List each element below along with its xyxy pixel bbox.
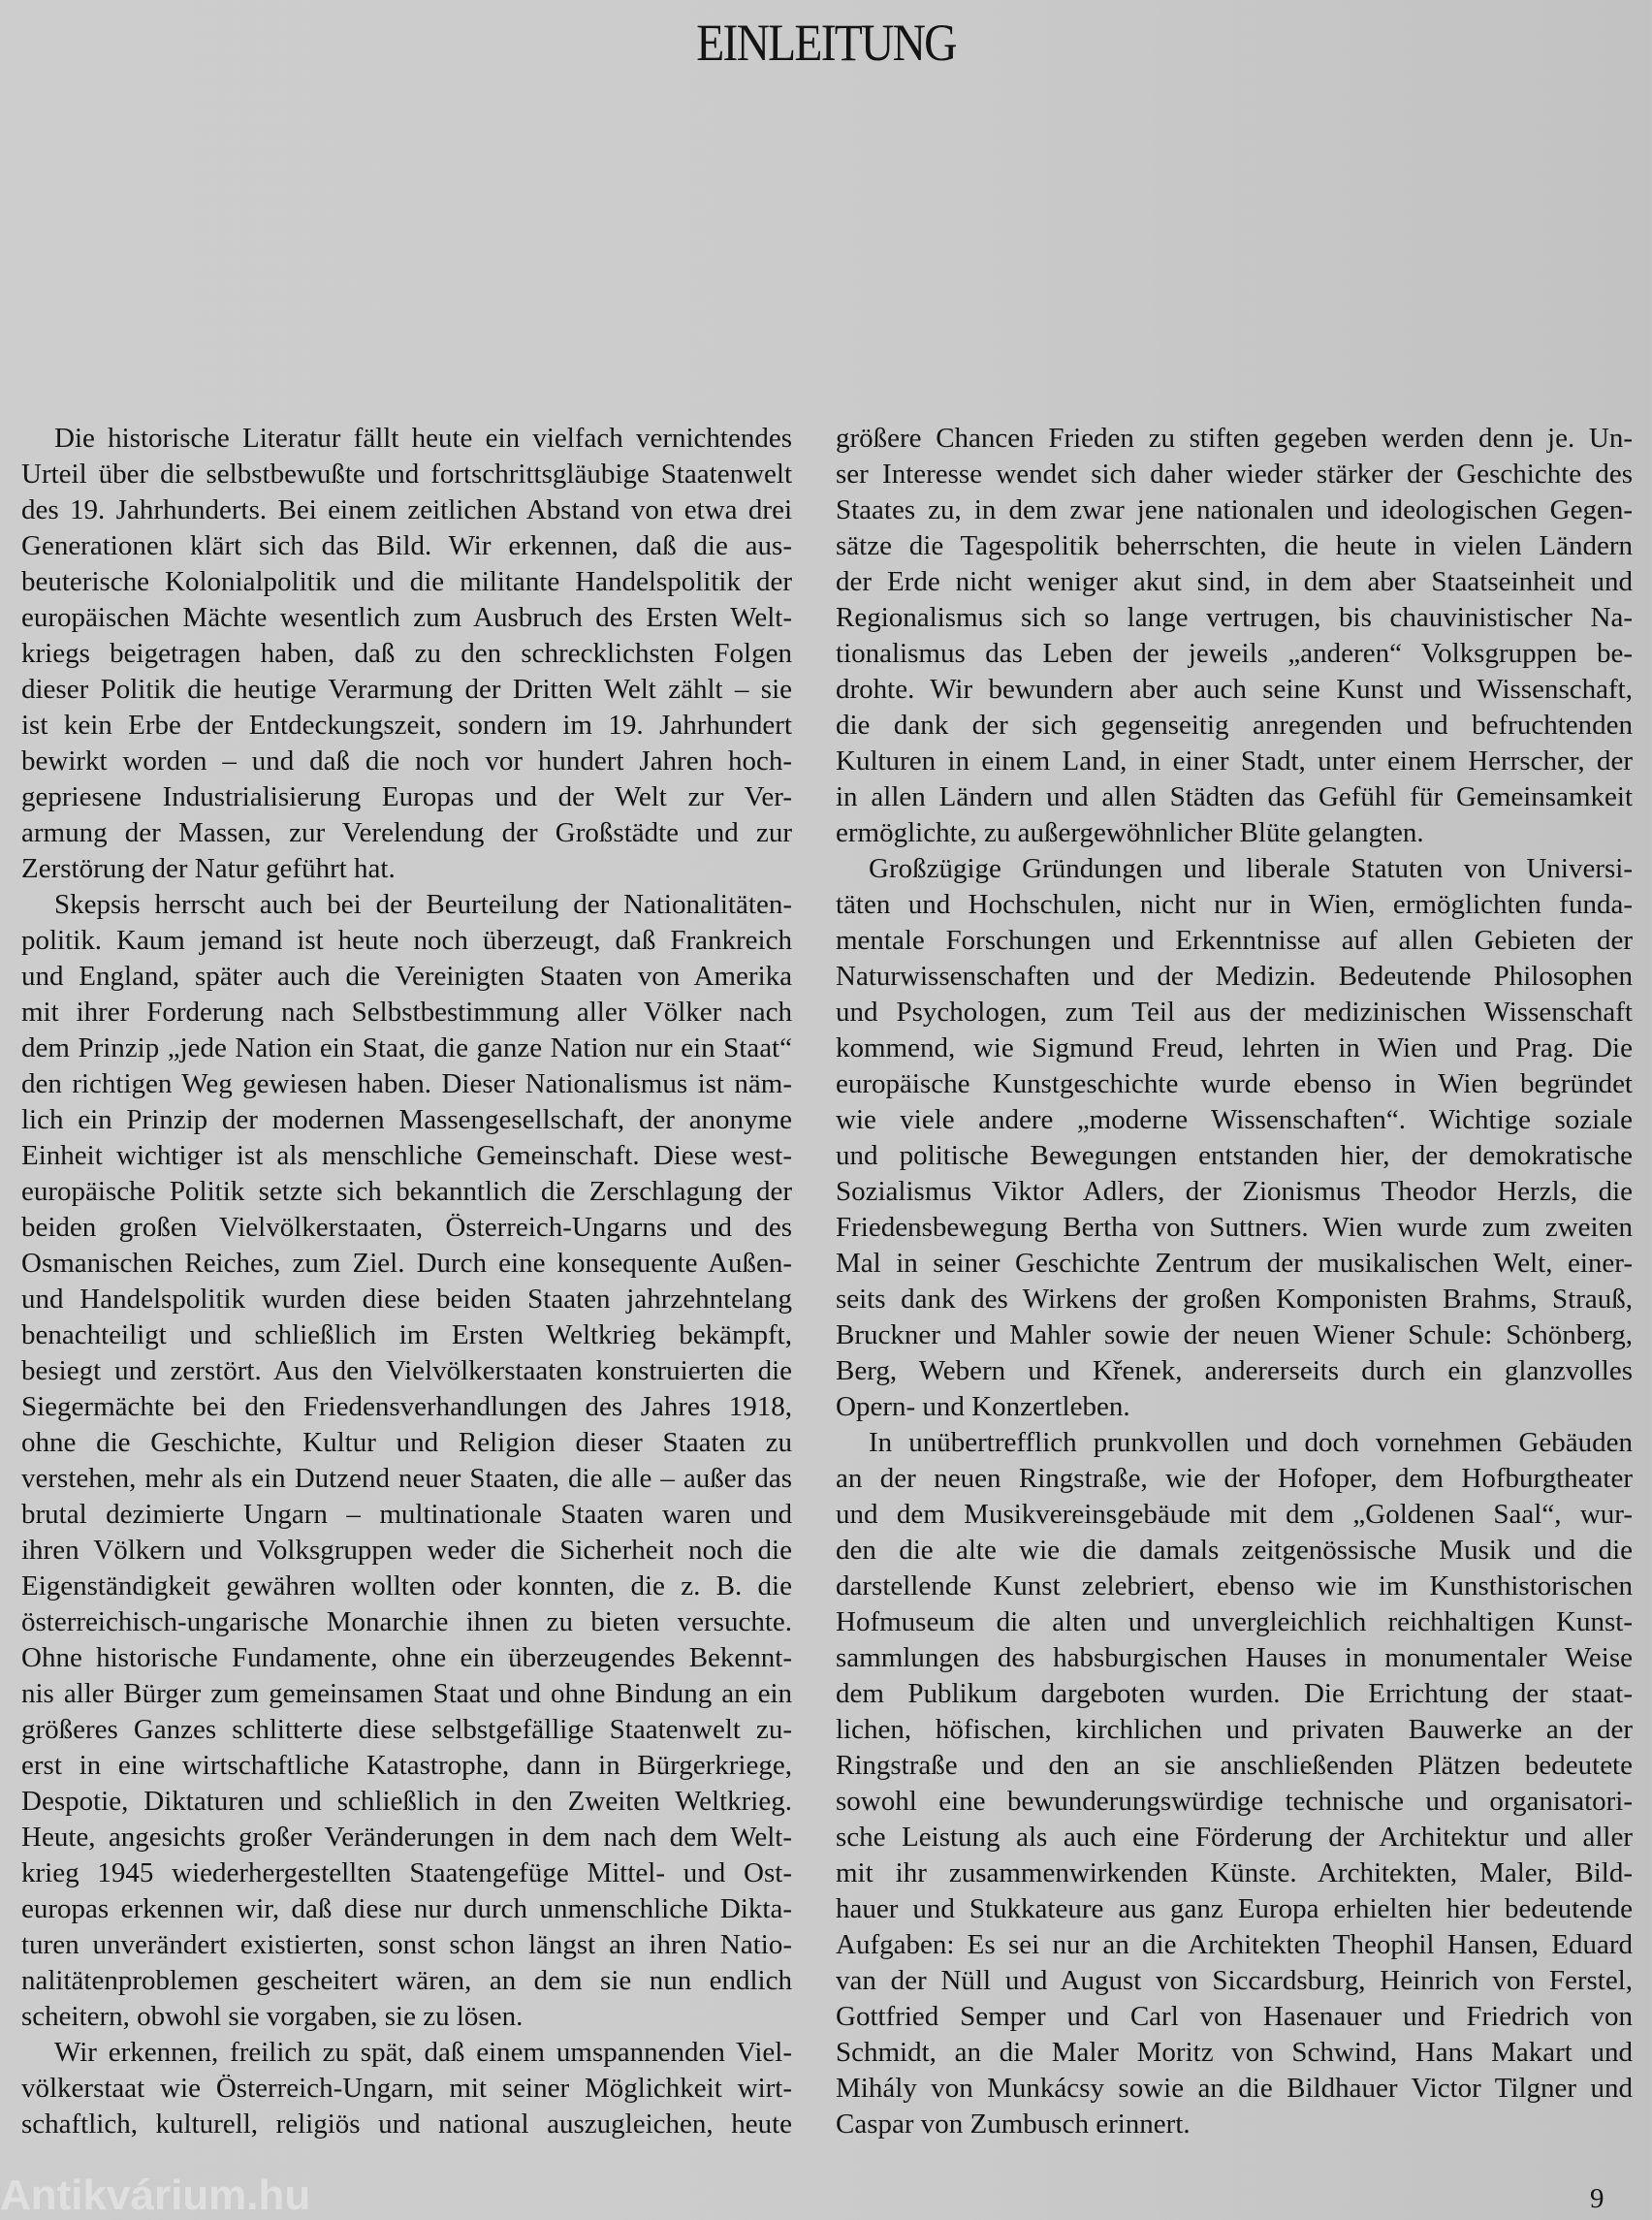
text-line: lichen, höfischen, kirchlichen und privaten Bauwerke an der <box>836 1714 1633 1745</box>
page-title: EINLEITUNG <box>696 14 956 72</box>
text-line: tionalismus das Leben der jeweils „anderen“ Volksgruppen be- <box>836 638 1633 669</box>
text-line: Eigenständigkeit gewähren wollten oder konnten, die z. B. die <box>21 1570 792 1602</box>
text-line: schaftlich, kulturell, religiös und national auszugleichen, heute <box>21 2109 792 2140</box>
text-line: Schmidt, an die Maler Moritz von Schwind, Hans Makart und <box>836 2037 1633 2068</box>
text-line: ohne die Geschichte, Kultur und Religion dieser Staaten zu <box>21 1427 792 1458</box>
text-line: Zerstörung der Natur geführt hat. <box>21 853 396 884</box>
text-line: hauer und Stukkateure aus ganz Europa erhielten hier bedeutende <box>836 1893 1633 1924</box>
text-line: sowohl eine bewunderungswürdige technische und organisatori- <box>836 1786 1633 1817</box>
text-line: Wir erkennen, freilich zu spät, daß einem umspannenden Viel- <box>54 2037 792 2068</box>
text-line: Berg, Webern und Křenek, andererseits durch ein glanzvolles <box>836 1355 1633 1386</box>
text-line: turen unverändert existierten, sonst schon längst an ihren Natio- <box>21 1929 792 1960</box>
text-line: Hofmuseum die alten und unvergleichlich reichhaltigen Kunst- <box>836 1606 1633 1637</box>
text-line: dieser Politik die heutige Verarmung der Dritten Welt zählt – sie <box>21 674 792 705</box>
text-line: sätze die Tagespolitik beherrschten, die heute in vielen Ländern <box>836 530 1633 561</box>
text-line: armung der Massen, zur Verelendung der Großstädte und zur <box>21 817 792 848</box>
text-line: Urteil über die selbstbewußte und fortschrittsgläubige Staatenwelt <box>21 459 792 490</box>
text-line: In unübertrefflich prunkvollen und doch vornehmen Gebäuden <box>869 1427 1633 1458</box>
text-line: Ohne historische Fundamente, ohne ein überzeugendes Bekennt- <box>21 1642 792 1673</box>
text-line: ihren Völkern und Volksgruppen weder die Sicherheit noch die <box>21 1535 792 1566</box>
watermark: Antikvárium.hu <box>0 2172 311 2219</box>
text-line: lich ein Prinzip der modernen Massengesellschaft, der anonyme <box>21 1104 792 1135</box>
text-line: sche Leistung als auch eine Förderung der Architektur und aller <box>836 1822 1633 1853</box>
text-line: Despotie, Diktaturen und schließlich in den Zweiten Weltkrieg. <box>21 1786 792 1817</box>
text-line: brutal dezimierte Ungarn – multinationale Staaten waren und <box>21 1499 792 1530</box>
text-line: Skepsis herrscht auch bei der Beurteilung der Nationalitäten- <box>54 889 792 920</box>
text-line: bewirkt worden – und daß die noch vor hundert Jahren hoch- <box>21 745 792 777</box>
text-line: Opern- und Konzertleben. <box>836 1391 1130 1422</box>
text-line: Regionalismus sich so lange vertrugen, bis chauvinistischer Na- <box>836 602 1633 633</box>
text-line: europäischen Mächte wesentlich zum Ausbruch des Ersten Welt- <box>21 602 792 633</box>
text-line: nis aller Bürger zum gemeinsamen Staat und ohne Bindung an ein <box>21 1678 792 1709</box>
text-line: und England, später auch die Vereinigten Staaten von Amerika <box>21 961 792 992</box>
text-line: an der neuen Ringstraße, wie der Hofoper, dem Hofburgtheater <box>836 1463 1633 1494</box>
text-line: ermöglichte, zu außergewöhnlicher Blüte gelangten. <box>836 817 1424 848</box>
text-line: größeres Ganzes schlitterte diese selbstgefällige Staatenwelt zu- <box>21 1714 792 1745</box>
text-line: Siegermächte bei den Friedensverhandlungen des Jahres 1918, <box>21 1391 792 1422</box>
text-line: der Erde nicht weniger akut sind, in dem aber Staatseinheit und <box>836 566 1633 597</box>
text-line: europäische Kunstgeschichte wurde ebenso in Wien begründet <box>836 1068 1633 1099</box>
text-line: den die alte wie die damals zeitgenössische Musik und die <box>836 1535 1633 1566</box>
text-line: Sozialismus Viktor Adlers, der Zionismus Theodor Herzls, die <box>836 1176 1633 1207</box>
text-line: beiden großen Vielvölkerstaaten, Österreich-Ungarns und des <box>21 1212 792 1243</box>
text-line: Großzügige Gründungen und liberale Statuten von Universi- <box>869 853 1633 884</box>
text-line: Kulturen in einem Land, in einer Stadt, unter einem Herrscher, der <box>836 745 1633 777</box>
text-line: kommend, wie Sigmund Freud, lehrten in Wien und Prag. Die <box>836 1032 1633 1063</box>
text-line: täten und Hochschulen, nicht nur in Wien, ermöglichten funda- <box>836 889 1633 920</box>
text-line: des 19. Jahrhunderts. Bei einem zeitlichen Abstand von etwa drei <box>21 494 792 525</box>
text-line: Mal in seiner Geschichte Zentrum der musikalischen Welt, einer- <box>836 1248 1633 1279</box>
text-line: wie viele andere „moderne Wissenschaften“. Wichtige soziale <box>836 1104 1633 1135</box>
text-line: völkerstaat wie Österreich-Ungarn, mit seiner Möglichkeit wirt- <box>21 2073 792 2104</box>
text-line: europas erkennen wir, daß diese nur durch unmenschliche Dikta- <box>21 1893 792 1924</box>
page-number: 9 <box>1590 2183 1604 2214</box>
text-line: und politische Bewegungen entstanden hier, der demokratische <box>836 1140 1633 1171</box>
text-line: kriegs beigetragen haben, daß zu den schrecklichsten Folgen <box>21 638 792 669</box>
text-line: dem Publikum dargeboten wurden. Die Errichtung der staat- <box>836 1678 1633 1709</box>
text-line: erst in eine wirtschaftliche Katastrophe, dann in Bürgerkriege, <box>21 1750 792 1781</box>
text-line: besiegt und zerstört. Aus den Vielvölkerstaaten konstruierten die <box>21 1355 792 1386</box>
text-line: politik. Kaum jemand ist heute noch überzeugt, daß Frankreich <box>21 925 792 956</box>
text-line: Gottfried Semper und Carl von Hasenauer und Friedrich von <box>836 2001 1633 2032</box>
text-line: dem Prinzip „jede Nation ein Staat, die ganze Nation nur ein Staat“ <box>21 1032 792 1063</box>
text-line: seits dank des Wirkens der großen Komponisten Brahms, Strauß, <box>836 1284 1633 1315</box>
text-line: mit ihrer Forderung nach Selbstbestimmung aller Völker nach <box>21 997 792 1028</box>
text-line: österreichisch-ungarische Monarchie ihnen zu bieten versuchte. <box>21 1606 792 1637</box>
text-line: Bruckner und Mahler sowie der neuen Wiener Schule: Schönberg, <box>836 1319 1633 1350</box>
text-line: scheitern, obwohl sie vorgaben, sie zu lösen. <box>21 2001 524 2032</box>
text-line: Caspar von Zumbusch erinnert. <box>836 2109 1191 2140</box>
text-line: den richtigen Weg gewiesen haben. Dieser Nationalismus ist näm- <box>21 1068 792 1099</box>
text-line: Naturwissenschaften und der Medizin. Bedeutende Philosophen <box>836 961 1633 992</box>
text-line: Ringstraße und den an sie anschließenden Plätzen bedeutete <box>836 1750 1633 1781</box>
text-line: mit ihr zusammenwirkenden Künste. Architekten, Maler, Bild- <box>836 1857 1633 1888</box>
text-line: größere Chancen Frieden zu stiften gegeben werden denn je. Un- <box>836 423 1633 454</box>
text-line: Staates zu, in dem zwar jene nationalen und ideologischen Gegen- <box>836 494 1633 525</box>
text-line: und dem Musikvereinsgebäude mit dem „Goldenen Saal“, wur- <box>836 1499 1633 1530</box>
text-line: in allen Ländern und allen Städten das Gefühl für Gemeinsamkeit <box>836 781 1633 812</box>
text-line: ist kein Erbe der Entdeckungszeit, sondern im 19. Jahrhundert <box>21 710 792 741</box>
text-line: Die historische Literatur fällt heute ein vielfach vernichtendes <box>54 423 792 454</box>
text-line: Aufgaben: Es sei nur an die Architekten Theophil Hansen, Eduard <box>836 1929 1633 1960</box>
text-line: krieg 1945 wiederhergestellten Staatengefüge Mittel- und Ost- <box>21 1857 792 1888</box>
text-line: Osmanischen Reiches, zum Ziel. Durch eine konsequente Außen- <box>21 1248 792 1279</box>
text-line: darstellende Kunst zelebriert, ebenso wie im Kunsthistorischen <box>836 1570 1633 1602</box>
text-line: beuterische Kolonialpolitik und die militante Handelspolitik der <box>21 566 792 597</box>
text-line: nalitätenproblemen gescheitert wären, an dem sie nun endlich <box>21 1965 792 1996</box>
text-line: Generationen klärt sich das Bild. Wir erkennen, daß die aus- <box>21 530 792 561</box>
text-line: und Psychologen, zum Teil aus der medizinischen Wissenschaft <box>836 997 1633 1028</box>
text-line: Friedensbewegung Bertha von Suttners. Wien wurde zum zweiten <box>836 1212 1633 1243</box>
text-line: ser Interesse wendet sich daher wieder stärker der Geschichte des <box>836 459 1633 490</box>
text-line: Mihály von Munkácsy sowie an die Bildhauer Victor Tilgner und <box>836 2073 1633 2104</box>
text-line: sammlungen des habsburgischen Hauses in monumentaler Weise <box>836 1642 1633 1673</box>
text-line: drohte. Wir bewundern aber auch seine Kunst und Wissenschaft, <box>836 674 1633 705</box>
text-line: Einheit wichtiger ist als menschliche Gemeinschaft. Diese west- <box>21 1140 792 1171</box>
text-line: mentale Forschungen und Erkenntnisse auf allen Gebieten der <box>836 925 1633 956</box>
text-line: verstehen, mehr als ein Dutzend neuer Staaten, die alle – außer das <box>21 1463 792 1494</box>
text-column-right <box>836 421 1633 2142</box>
text-line: benachteiligt und schließlich im Ersten Weltkrieg bekämpft, <box>21 1319 792 1350</box>
text-line: gepriesene Industrialisierung Europas und der Welt zur Ver- <box>21 781 792 812</box>
text-column-left <box>21 421 792 2142</box>
text-line: europäische Politik setzte sich bekanntlich die Zerschlagung der <box>21 1176 792 1207</box>
text-line: Heute, angesichts großer Veränderungen in dem nach dem Welt- <box>21 1822 792 1853</box>
text-line: die dank der sich gegenseitig anregenden und befruchtenden <box>836 710 1633 741</box>
text-line: van der Nüll und August von Siccardsburg, Heinrich von Ferstel, <box>836 1965 1633 1996</box>
text-line: und Handelspolitik wurden diese beiden Staaten jahrzehntelang <box>21 1284 792 1315</box>
